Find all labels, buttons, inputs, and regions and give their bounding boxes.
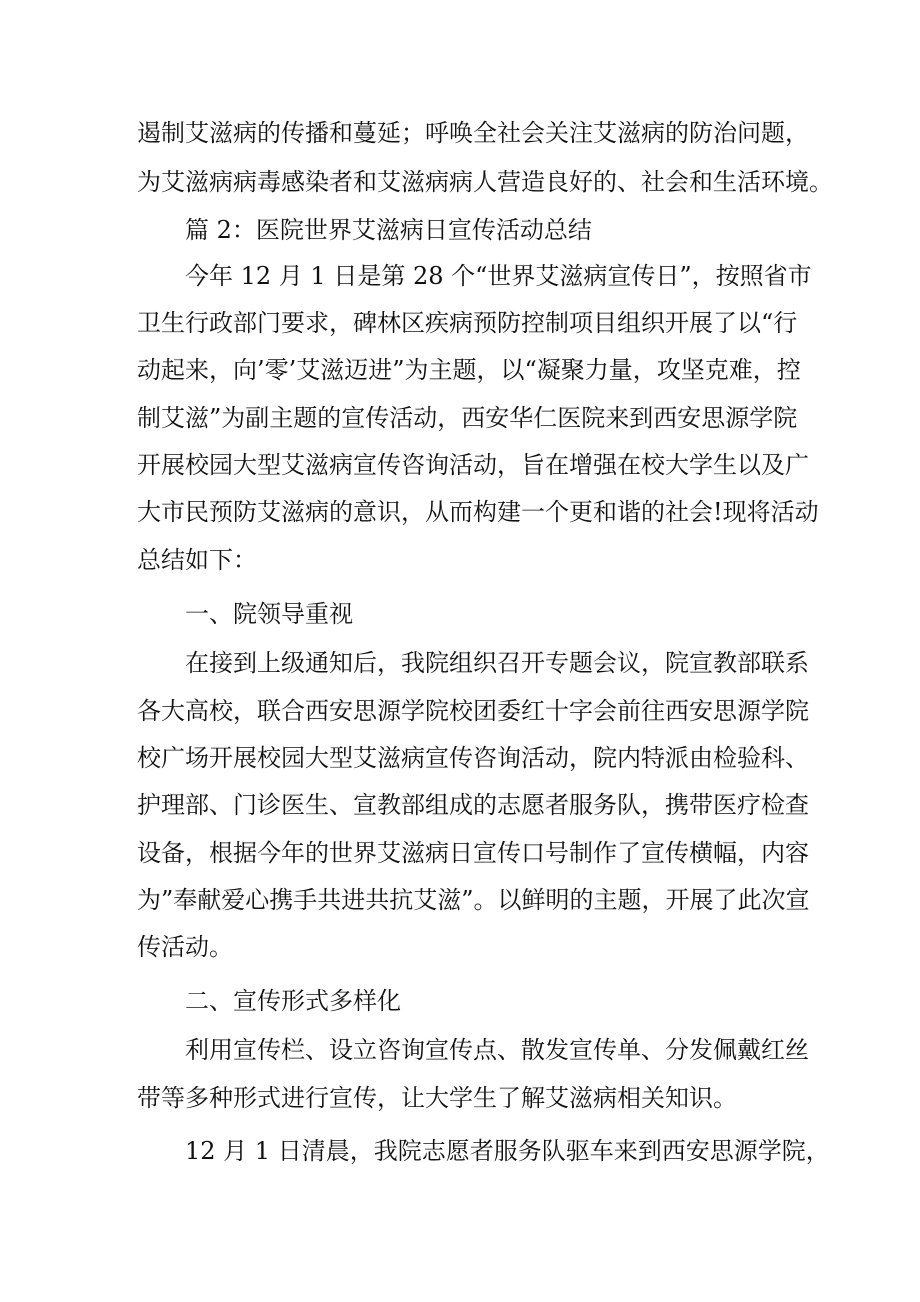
- paragraph-line: 12 月 1 日清晨，我院志愿者服务队驱车来到西安思源学院，: [185, 1137, 830, 1165]
- section-heading: 一、院领导重视: [185, 600, 353, 628]
- paragraph-line: 开展校园大型艾滋病宣传咨询活动，旨在增强在校大学生以及广: [137, 451, 809, 479]
- paragraph-line: 带等多种形式进行宣传，让大学生了解艾滋病相关知识。: [137, 1084, 737, 1112]
- paragraph-line: 动起来，向’零’艾滋迈进”为主题，以“凝聚力量，攻坚克难，控: [137, 356, 801, 384]
- paragraph-line: 今年 12 月 1 日是第 28 个“世界艾滋病宣传日”，按照省市: [185, 262, 812, 290]
- paragraph-line: 各大高校，联合西安思源学院校团委红十字会前往西安思源学院: [137, 697, 809, 725]
- paragraph-line: 卫生行政部门要求，碑林区疾病预防控制项目组织开展了以“行: [137, 309, 798, 337]
- paragraph-line: 大市民预防艾滋病的意识，从而构建一个更和谐的社会!现将活动: [137, 498, 819, 526]
- paragraph-line: 为艾滋病病毒感染者和艾滋病病人营造良好的、社会和生活环境。: [137, 168, 833, 196]
- paragraph-line: 在接到上级通知后，我院组织召开专题会议，院宣教部联系: [185, 649, 809, 677]
- section-heading: 篇 2：医院世界艾滋病日宣传活动总结: [185, 216, 592, 244]
- paragraph-line: 总结如下：: [137, 546, 257, 574]
- paragraph-line: 设备，根据今年的世界艾滋病日宣传口号制作了宣传横幅，内容: [137, 839, 809, 867]
- paragraph-line: 为”奉献爱心携手共进共抗艾滋”。以鲜明的主题，开展了此次宣: [137, 886, 810, 914]
- paragraph-line: 制艾滋”为副主题的宣传活动，西安华仁医院来到西安思源学院: [137, 404, 798, 432]
- paragraph-line: 利用宣传栏、设立咨询宣传点、散发宣传单、分发佩戴红丝: [185, 1036, 809, 1064]
- paragraph-line: 校广场开展校园大型艾滋病宣传咨询活动，院内特派由检验科、: [137, 744, 809, 772]
- section-heading: 二、宣传形式多样化: [185, 987, 401, 1015]
- paragraph-line: 遏制艾滋病的传播和蔓延；呼唤全社会关注艾滋病的防治问题，: [137, 119, 809, 147]
- paragraph-line: 护理部、门诊医生、宣教部组成的志愿者服务队，携带医疗检查: [137, 791, 809, 819]
- paragraph-line: 传活动。: [137, 933, 233, 961]
